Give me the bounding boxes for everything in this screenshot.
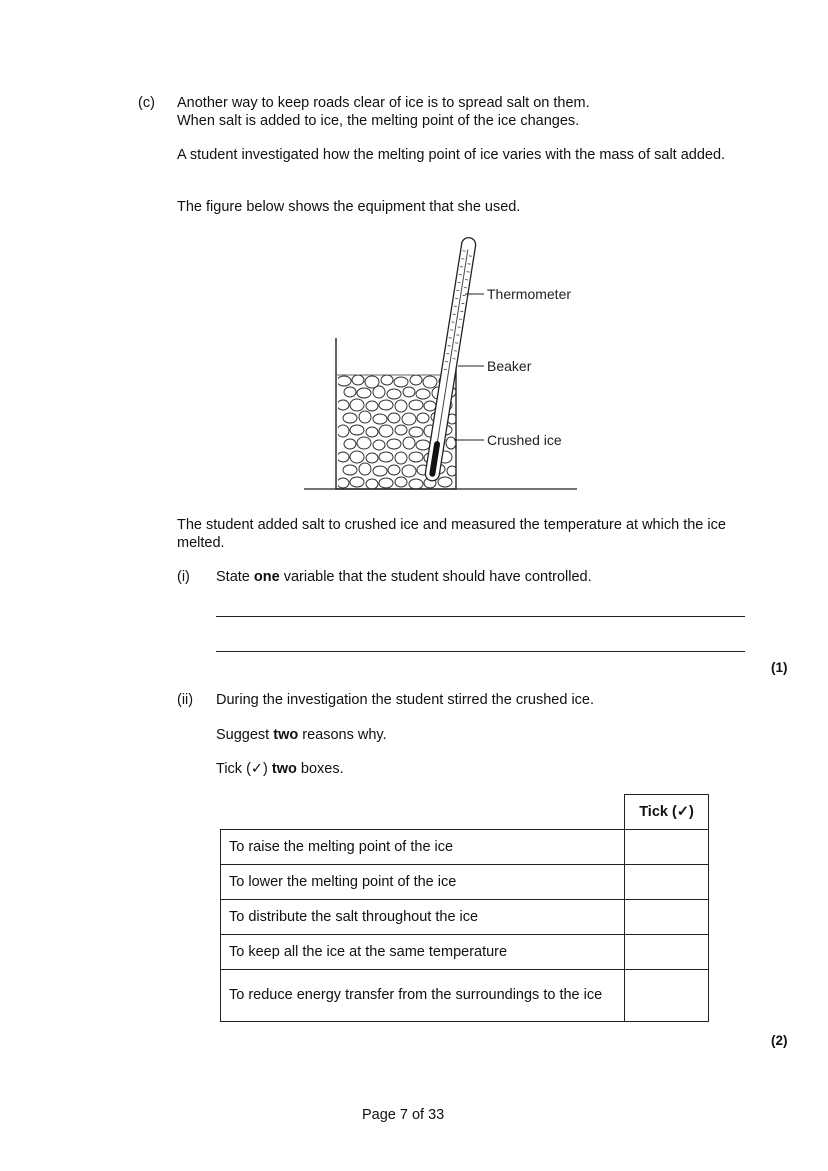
tick-box[interactable] [625, 970, 709, 1022]
tick-table-header-row [221, 795, 709, 830]
option-text: To distribute the salt throughout the ice [221, 900, 625, 935]
answer-line-2[interactable] [216, 651, 745, 652]
table-row [221, 935, 709, 970]
question-i-number: (i) [177, 569, 190, 585]
question-ii-number: (ii) [177, 692, 194, 708]
suggest-post: reasons why. [298, 727, 387, 743]
table-row [221, 900, 709, 935]
tick-box[interactable] [625, 865, 709, 900]
intro-paragraph [177, 94, 590, 130]
figure-caption: The figure below shows the equipment that she used. [177, 199, 521, 215]
tick-post: boxes. [296, 761, 344, 777]
intro-line-1: Another way to keep roads clear of ice is to spread salt on them. [177, 95, 590, 111]
method-text: The student added salt to crushed ice and measured the temperature at which the ice melted. [177, 517, 726, 551]
suggest-pre: Suggest [216, 727, 274, 743]
tick-bold: two [271, 761, 297, 777]
option-text: To reduce energy transfer from the surroundings to the ice [221, 970, 625, 1022]
tick-column-header: Tick (✓) [625, 795, 709, 830]
part-label: (c) [138, 95, 155, 111]
table-row [221, 865, 709, 900]
tick-instruction [216, 760, 344, 778]
tick-box[interactable] [625, 900, 709, 935]
tick-box[interactable] [625, 830, 709, 865]
question-i-pre: State [216, 569, 254, 585]
crushed-ice-label: Crushed ice [487, 432, 562, 448]
question-i-post: variable that the student should have controlled. [279, 569, 592, 585]
question-i-text [216, 568, 592, 586]
marks-question-ii: (2) [771, 1033, 788, 1048]
tick-pre: Tick (✓) [216, 761, 272, 777]
tick-box[interactable] [625, 935, 709, 970]
table-row [221, 970, 709, 1022]
beaker-label: Beaker [487, 358, 532, 374]
suggest-instruction [216, 726, 387, 744]
answer-line-1[interactable] [216, 616, 745, 617]
question-i-bold: one [253, 569, 280, 585]
apparatus-diagram [300, 230, 590, 496]
tick-table [220, 794, 709, 1022]
thermometer-label: Thermometer [487, 286, 572, 302]
tick-table-corner [221, 795, 625, 830]
marks-question-i: (1) [771, 660, 788, 675]
option-text: To lower the melting point of the ice [221, 865, 625, 900]
intro-line-2: When salt is added to ice, the melting point of the ice changes. [177, 113, 580, 129]
investigation-text: A student investigated how the melting point of ice varies with the mass of salt added. [177, 147, 726, 163]
suggest-bold: two [273, 727, 299, 743]
thermometer [424, 237, 476, 482]
page-footer: Page 7 of 33 [362, 1107, 445, 1123]
table-row [221, 830, 709, 865]
option-text: To raise the melting point of the ice [221, 830, 625, 865]
question-ii-text: During the investigation the student stirred the crushed ice. [216, 692, 595, 708]
option-text: To keep all the ice at the same temperature [221, 935, 625, 970]
